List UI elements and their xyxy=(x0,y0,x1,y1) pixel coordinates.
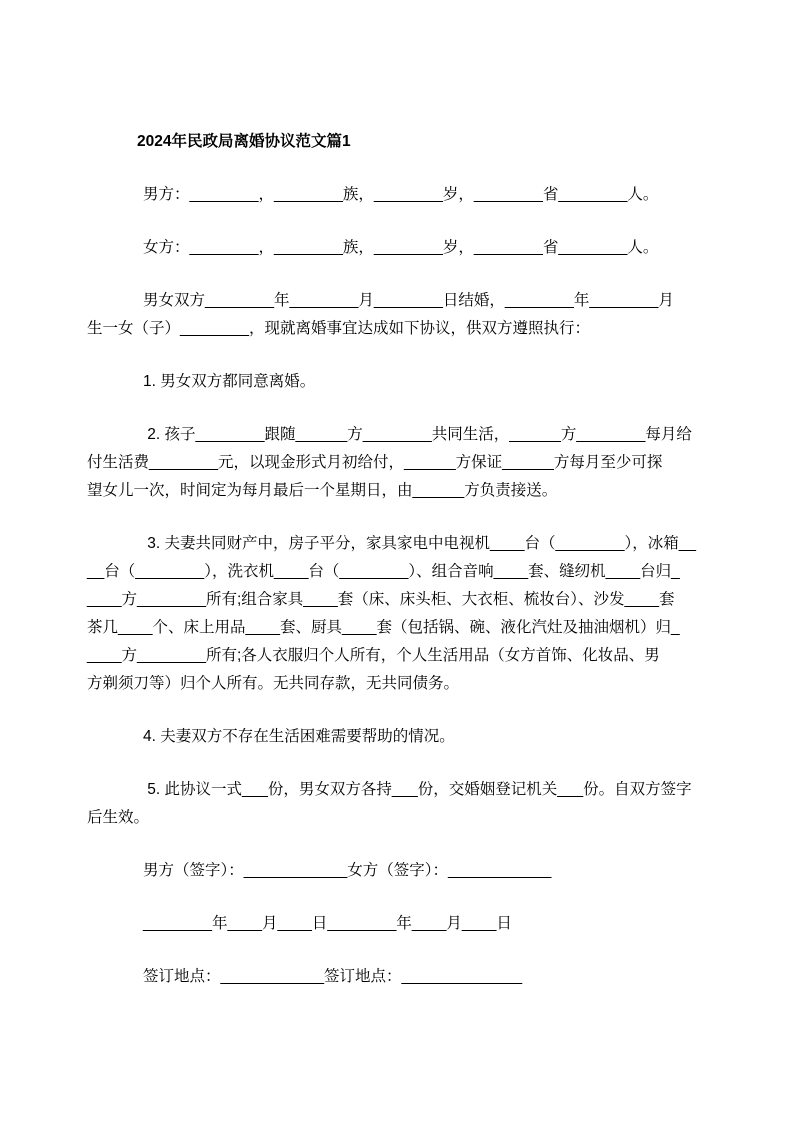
clause-3-line-5: ____方________所有;各人衣服归个人所有，个人生活用品（女方首饰、化妆品、男 xyxy=(87,647,660,664)
clause-2-line-2: 付生活费________元，以现金形式月初给付，______方保证______方每月至少可探 xyxy=(87,454,663,471)
location-line: 签订地点：____________签订地点：______________ xyxy=(143,968,523,985)
clause-2-line-3: 望女儿一次，时间定为每月最后一个星期日，由______方负责接送。 xyxy=(87,482,558,499)
clause-3-line-4: 茶几____个、床上用品____套、厨具____套（包括锅、碗、液化汽灶及抽油烟机）归_ xyxy=(87,619,680,636)
clause-3-line-6: 方剃须刀等）归个人所有。无共同存款，无共同债务。 xyxy=(87,675,460,692)
clause-3-line-3: ____方________所有;组合家具____套（床、床头柜、大衣柜、梳妆台）、沙发____套 xyxy=(87,591,675,608)
clause-2-line-1: 2. 孩子________跟随______方________共同生活，______方________每月给 xyxy=(143,426,692,443)
document-title: 2024年民政局离婚协议范文篇1 xyxy=(137,133,351,150)
marriage-intro-line-1: 男女双方________年________月________日结婚，________年________月 xyxy=(143,292,674,309)
marriage-intro-line-2: 生一女（子）________，现就离婚事宜达成如下协议，供双方遵照执行： xyxy=(87,320,590,337)
clause-4-line: 4. 夫妻双方不存在生活困难需要帮助的情况。 xyxy=(143,728,455,745)
date-line: ________年____月____日________年____月____日 xyxy=(143,915,512,932)
clause-1-line: 1. 男女双方都同意离婚。 xyxy=(143,373,316,390)
clause-3-line-2: __台（________），洗衣机____台（________）、组合音响____套、缝纫机____台归_ xyxy=(87,563,680,580)
clause-5-line-1: 5. 此协议一式___份，男女双方各持___份，交婚姻登记机关___份。自双方签字 xyxy=(143,781,692,798)
party-woman-line: 女方：________，________族，________岁，________省________人。 xyxy=(143,239,659,256)
party-man-line: 男方：________，________族，________岁，________省________人。 xyxy=(143,186,659,203)
clause-5-line-2: 后生效。 xyxy=(87,809,150,826)
clause-3-line-1: 3. 夫妻共同财产中，房子平分，家具家电中电视机____台（________），冰箱__ xyxy=(143,535,696,552)
signature-line: 男方（签字）：____________女方（签字）：____________ xyxy=(143,862,552,879)
